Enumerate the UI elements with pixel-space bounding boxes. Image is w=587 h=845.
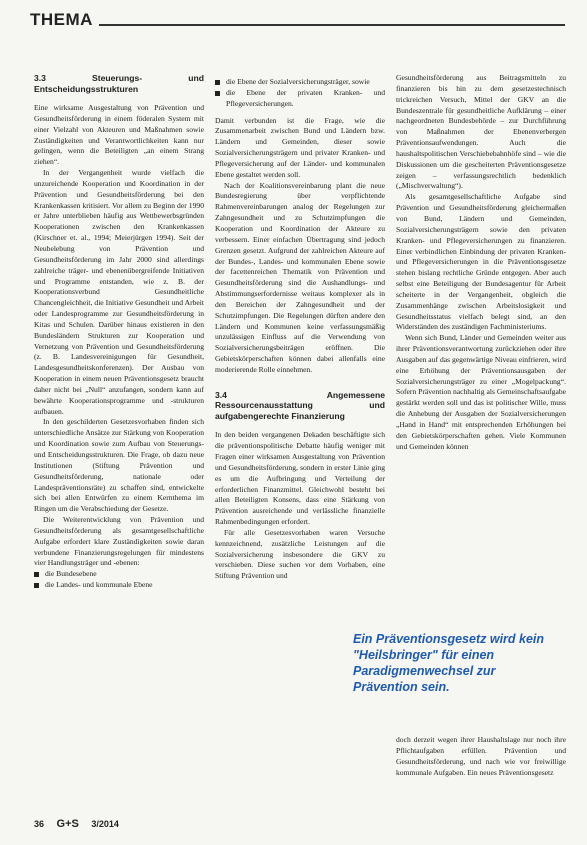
paragraph: Eine wirksame Ausgestaltung von Prävention und Gesundheitsförderung in einem föderalen System mit einer Vielzahl von Akteuren und Maßnahmen sowie Zuständigkeiten und Verantwortlichkeiten kann nur gelingen, wenn die Beteiligten „an einem Strang ziehen“. [34,103,204,167]
column-3-bottom [396,735,566,778]
list-item: die Ebene der privaten Kranken- und Pflegeversicherungen. [215,88,385,110]
paragraph: Gesundheitsförderung aus Beitragsmitteln zu finanzieren bis hin zu dem gesetzestechnisch trickreichen Versuch, Mittel der GKV an die Bundeszentrale für gesundheitliche Aufklärung – einer nachgeordneten Bundesbehörde – zur Durchführung von Maßnahmen der Ebenenverbergen Präventionsaufwendungen. Auch die haushaltspolitischen Verschiebebahnhöfe sind – wie die Diskussionen um die gescheiterten Präventionsgesetze zeigen – verfassungsrechtlich bedenklich („Mischverwaltung“). [396,73,566,191]
bullet-list [34,569,204,591]
column-3 [396,73,566,453]
paragraph: Als gesamtgesellschaftliche Aufgabe sind Prävention und Gesundheitsförderung gleichermaßen von Bund, Ländern und Gemeinden, Sozialversicherungsträgern sowie den privaten Kranken- und Pflegeversicherungen zu finanzieren. Einer verbindlichen Einbindung der privaten Kranken- und Pflegeversicherungen in die Präventionsgesetze stehen bislang rechtliche Gründe entgegen. Aber auch selbst eine Beteiligung der Bundesagentur für Arbeit scheiterte in der Vergangenheit, obgleich die Zusammenhänge zwischen Arbeitslosigkeit und Gesundheitsstatus vielfach belegt sind, an den Widerständen des zuständigen Fachministeriums. [396,192,566,332]
bullet-list [215,77,385,110]
issue-label: 3/2014 [91,819,119,829]
page-number: 36 [34,819,45,829]
column-2 [215,77,385,582]
paragraph: doch derzeit wegen ihrer Haushaltslage nur noch ihre Pflichtaufgaben erfüllen. Prävention und Gesundheitsförderung, und nach wie vor freiwillige kommunale Aufgaben. Ein neues Präventionsgesetz [396,735,566,777]
paragraph: Wenn sich Bund, Länder und Gemeinden weiter aus ihrer Präventionsverantwortung zurückziehen oder ihre Ausgaben auf das gegenwärtige Niveau einfrieren, wird eine Erhöhung der Präventionsausgaben der Sozialversicherungsträger zu einer „Mogelpackung“. Sofern Prävention nachhaltig als Gemeinschaftsaufgabe gestärkt werden soll und das ist politischer Wille, muss die Anhebung der Ausgaben der Sozialversicherungen „Hand in Hand“ mit entsprechenden Erhöhungen bei den Gebietskörperschaften gehen. Viele Kommunen und Gemeinden können [396,333,566,451]
list-item: die Landes- und kommunale Ebene [34,580,204,591]
paragraph: Für alle Gesetzesvorhaben waren Versuche kennzeichnend, zusätzliche Leistungen auf die Sozialversicherung insbesondere die GKV zu verschieben. Diese suchen vor dem Vorhaben, eine Stiftung Prävention und [215,527,385,581]
page-header [30,10,565,32]
paragraph: Nach der Koalitionsvereinbarung plant die neue Bundesregierung über verpflichtende Rahmenvereinbarungen analog der Regelungen zur Zahngesundheit und zu Schutzimpfungen die Kooperation und Koordination der Akteure zu verbessern. Einer einfachen Übertragung sind jedoch Grenzen gesetzt. Aufgrund der zahlreichen Akteure auf der Bundes-, Landes- und kommunalen Ebene sowie der facettenreichen Thematik von Prävention und Gesundheitsförderung sind die Aushandlungs- und Abstimmungserfordernisse weitaus komplexer als in den Bereichen der Zahngesundheit und der Schutzimpfungen. Die Regelungen dürften andere den Ländern und Kommunen keine verfassungsmäßig unzulässigen Einfluss auf die Verwendung von Sozialversicherungsbeiträgen eröffnen. Die Gebietskörperschaften können dabei allenfalls eine moderierende Rolle einnehmen. [215,180,385,374]
journal-logo: G+S [56,818,79,830]
paragraph: Die Weiterentwicklung von Prävention und Gesundheitsförderung als gesamtgesellschaftliche Aufgabe erfordert klare Zuständigkeiten sowie daran verbundene Finanzierungsregelungen für mindestens vier Handlungsträger und -ebenen: [34,515,204,568]
section-heading-3-3: 3.3 Steuerungs- und Entscheidungsstrukturen [34,73,204,94]
paragraph: Damit verbunden ist die Frage, wie die Zusammenarbeit zwischen Bund und Ländern bzw. Ländern und Gemeinden, dieser sowie Sozialversicherungsträgern und privater Kranken- und Pflegeversicherung auf der Länder- und kommunalen Ebene gestaltet werden soll. [215,115,385,179]
list-item: die Bundesebene [34,569,204,580]
section-heading-3-4: 3.4 Angemessene Ressourcenausstattung und aufgabengerechte Finanzierung [215,389,385,421]
section-title: THEMA [30,10,99,30]
header-rule [30,24,565,26]
paragraph: In den geschilderten Gesetzesvorhaben finden sich unterschiedliche Ansätze zur Stärkung von Kooperation und Koordination sowie zum Aufbau von Steuerungs- und Entscheidungsstrukturen. Die Frage, ob dazu neue Institutionen (Stiftung Prävention und Gesundheitsförderung, nationale oder Landespräventionsräte) zu schaffen sind, entwickelte sich bei allen Entwürfen zu einem Kernthema im Ringen um die Verabschiedung der Gesetze. [34,417,204,514]
pull-quote: Ein Präventionsgesetz wird kein "Heilsbringer" für einen Paradigmenwechsel zur Prävention sein. [353,632,545,694]
column-1 [34,73,204,591]
page-footer [34,818,129,830]
paragraph: In der Vergangenheit wurde vielfach die unzureichende Kooperation und Koordination in der Prävention und Gesundheitsförderung bei den Krankenkassen kritisiert. Vor allem zu Beginn der 1990 er Jahre unterblieben häufig aus Wettbewerbsgründen Kooperationen zwischen den Krankenkassen (Kirschner et. al., 1994; Meierjürgen 1994). Seit der Neubelebung von Prävention und Gesundheitsförderung im Jahr 2000 sind allerdings zahlreiche träger- und ebenenübergreifende Initiativen und Programme entstanden, wie z. B. der Kooperationsverbund Gesundheitliche Chancengleichheit, die Initiative Gesundheit und Arbeit oder Landesprogramme zur Gesundheitsförderung in Kitas und Schulen. Darüber hinaus existieren in den Bundesländern Strukturen zur Kooperation und Vernetzung von Prävention und Gesundheitsförderung (z. B. Landesvereinigungen für Gesundheit, Landesgesundheitskonferenzen). Der Ausbau von Kooperation in einem neuen Präventionsgesetz braucht daher nicht bei „Null“ anzufangen, sondern kann auf bewährte Kooperationsprogramme und -strukturen aufbauen. [34,168,204,416]
paragraph: In den beiden vergangenen Dekaden beschäftigte sich die präventionspolitische Debatte häufig weniger mit Fragen einer wirksamen Ausgestaltung von Prävention und Gesundheitsförderung, sondern in erster Linie ging es um die Aufbringung und Verteilung der erforderlichen Finanzmittel. Gleichwohl besteht bei allen Beteiligten Konsens, dass eine Stärkung von Prävention ausreichende und verlässliche finanzielle Rahmenbedingungen erfordert. [215,430,385,527]
list-item: die Ebene der Sozialversicherungsträger, sowie [215,77,385,88]
